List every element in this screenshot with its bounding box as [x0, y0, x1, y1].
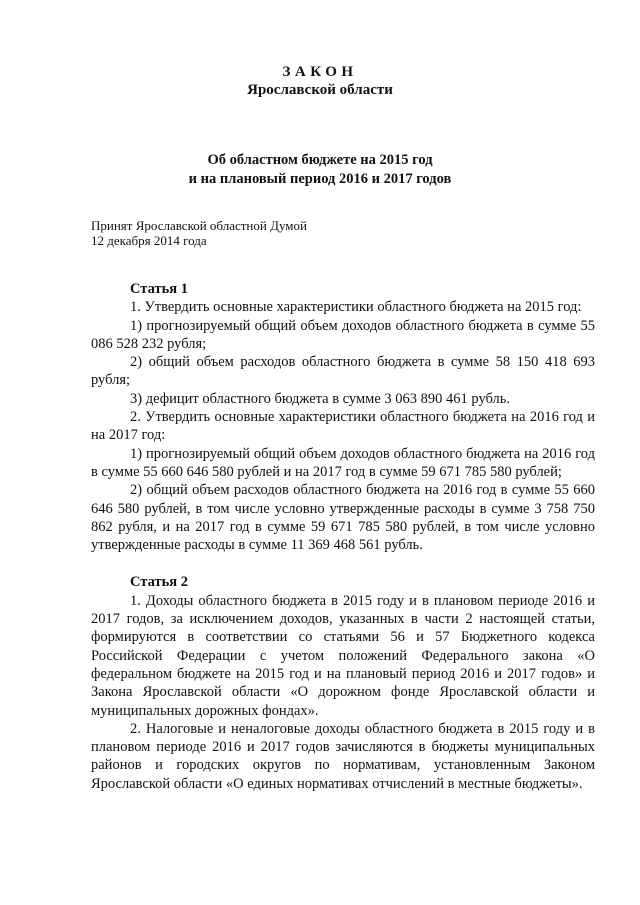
law-body [91, 280, 595, 793]
adoption-date: 12 декабря 2014 года [91, 233, 207, 248]
article-spacer [91, 554, 595, 573]
region-heading: Ярославской области [247, 82, 393, 98]
article-1-paragraph-7: 2) общий объем расходов областного бюджета на 2016 год в сумме 55 660 646 580 рублей, в том числе условно утвержденные расходы в сумме 3 758 750 862 рубля, и на 2017 год в сумме 59 671 785 580 рублей, в том числе условно утвержденные расходы в сумме 11 369 468 561 рубль. [91, 482, 595, 554]
law-subject [0, 151, 640, 189]
adopted-by: Принят Ярославской областной Думой [91, 218, 307, 233]
article-1-paragraph-6: 1) прогнозируемый общий объем доходов областного бюджета на 2016 год в сумме 55 660 646 580 рублей и на 2017 год в сумме 59 671 785 580 рублей; [91, 445, 595, 480]
article-1-paragraph-2: 1) прогнозируемый общий объем доходов областного бюджета в сумме 55 086 528 232 рубля; [91, 317, 595, 352]
article-1-paragraph-5: 2. Утвердить основные характеристики областного бюджета на 2016 год и на 2017 год: [91, 409, 595, 444]
article-2-paragraph-2: 2. Налоговые и неналоговые доходы областного бюджета в 2015 году и в плановом периоде 2016 и 2017 годов зачисляются в бюджеты муниципальных районов и городских округов по нормативам, установленным Законом Ярославской области «О единых нормативах отчислений в местные бюджеты». [91, 720, 595, 792]
subject-line-2: и на плановый период 2016 и 2017 годов [188, 171, 452, 187]
article-2-paragraph-1: 1. Доходы областного бюджета в 2015 году и в плановом периоде 2016 и 2017 годов, за исключением доходов, указанных в части 2 настоящей статьи, формируются в соответствии со статьями 56 и 57 Бюджетного кодекса Российской Федерации с учетом положений Федерального закона «О федеральном бюджете на 2015 год и на плановый период 2016 и 2017 годов» и Закона Ярославской области «О дорожном фонде Ярославской области и муниципальных дорожных фондах». [91, 592, 595, 719]
subject-line-1: Об областном бюджете на 2015 год [207, 152, 433, 168]
article-2-heading: Статья 2 [130, 574, 188, 591]
adoption-note [91, 218, 307, 248]
document-title [0, 63, 640, 99]
article-1-heading: Статья 1 [130, 281, 188, 297]
article-1-paragraph-3: 2) общий объем расходов областного бюджета в сумме 58 150 418 693 рубля; [91, 354, 595, 389]
law-heading: ЗАКОН [282, 64, 358, 80]
article-1-paragraph-1: 1. Утвердить основные характеристики областного бюджета на 2015 год: [130, 299, 582, 316]
article-1-paragraph-4: 3) дефицит областного бюджета в сумме 3 063 890 461 рубль. [130, 390, 510, 407]
